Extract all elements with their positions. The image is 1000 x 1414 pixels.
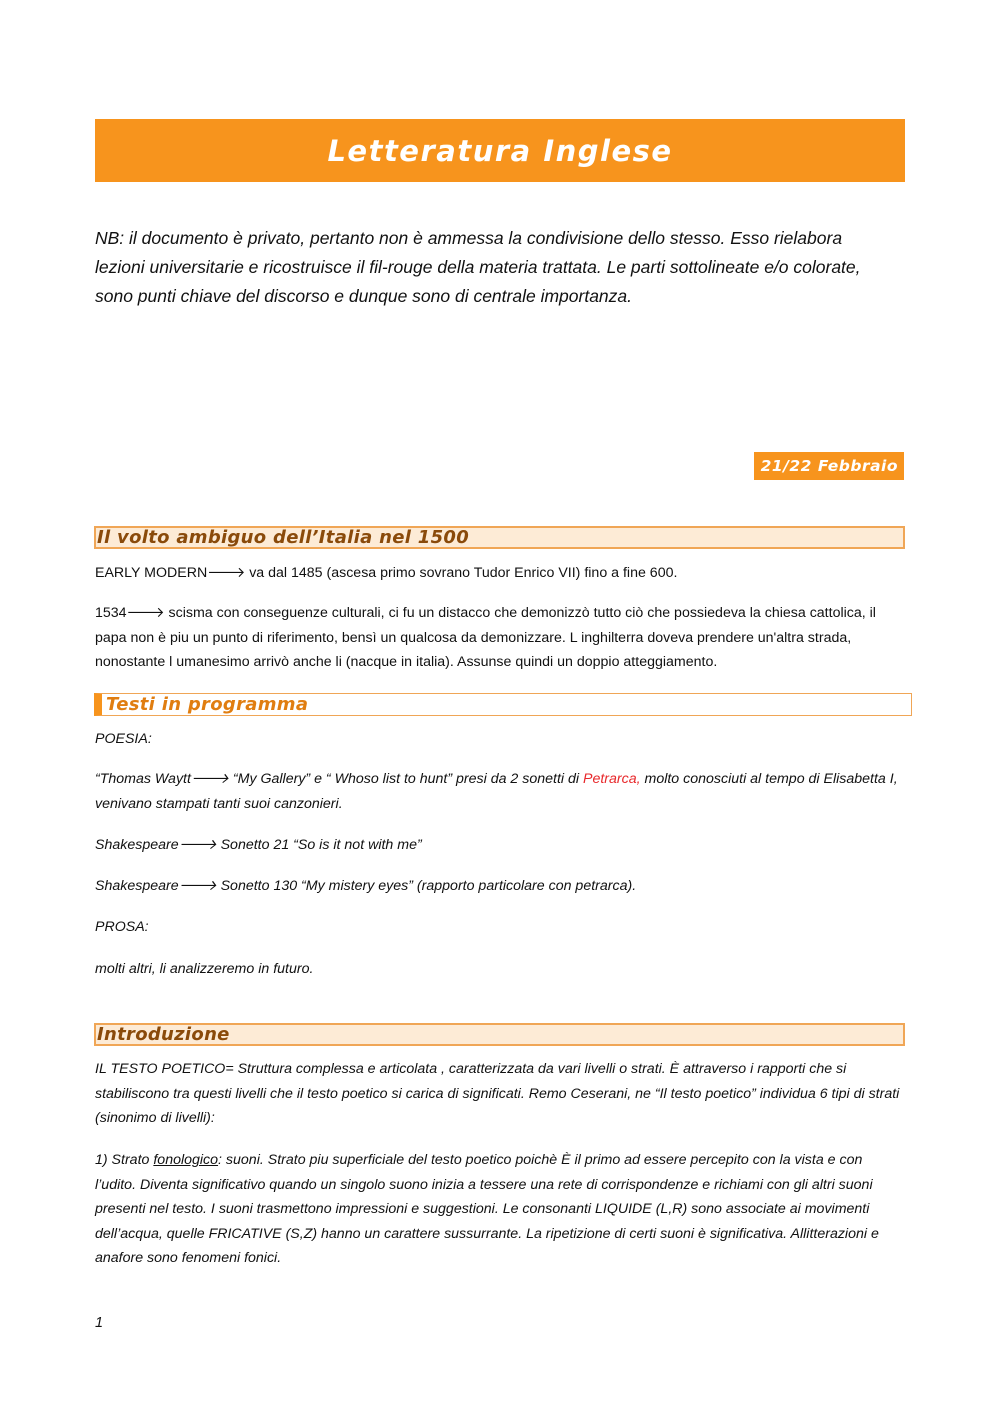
paragraph-sonetto-130: Shakespeare🡒 Sonetto 130 “My mistery eyes” (rapporto particolare con petrarca). bbox=[95, 878, 637, 894]
highlight-petrarca: Petrarca, bbox=[583, 771, 641, 787]
section-heading-italia bbox=[94, 526, 905, 549]
label-poesia: POESIA: bbox=[95, 731, 152, 747]
document-title: Letteratura Inglese bbox=[327, 133, 673, 168]
paragraph-testo-poetico: IL TESTO POETICO= Struttura complessa e articolata , caratterizzata da vari livelli o strati. È attraverso i rapporti che si stabiliscono tra questi livelli che il testo poetico si carica di significati. Remo Ceserani, ne “Il testo poetico” individua 6 tipi di strati (sinonimo di livelli): bbox=[95, 1061, 900, 1126]
label-prosa: PROSA: bbox=[95, 919, 149, 935]
date-badge bbox=[754, 452, 904, 480]
privacy-note: NB: il documento è privato, pertanto non è ammessa la condivisione dello stesso. Esso rielabora lezioni universitarie e ricostruisce il fil-rouge della materia trattata. Le parti sottolineate e/o colorate, sono punti chiave del discorso e dunque sono di centrale importanza. bbox=[95, 228, 861, 306]
section-heading-text: Il volto ambiguo dell’Italia nel 1500 bbox=[97, 527, 470, 548]
text-span: 1) Strato bbox=[95, 1152, 154, 1168]
text-span: “Thomas Waytt🡒 “My Gallery” e “ Whoso list to hunt” presi da 2 sonetti di bbox=[95, 771, 583, 787]
paragraph-altri: molti altri, li analizzeremo in futuro. bbox=[95, 961, 314, 977]
text-span: molto conosciuti al tempo di Elisabetta I, venivano stampati tanti suoi canzonieri. bbox=[95, 771, 898, 812]
page-number: 1 bbox=[95, 1315, 104, 1331]
section-heading-text: Testi in programma bbox=[106, 694, 309, 715]
text-span: : suoni. Strato piu superficiale del testo poetico poichè È il primo ad essere percepito con la vista e con l’udito. Diventa significativo quando un singolo suono inizia a tessere una rete di corrispondenze e richiami con gli altri suoni presenti nel testo. I suoni trasmettono impressioni e suggestioni. Le consonanti LIQUIDE (L,R) sono associate ai movimenti dell’acqua, quelle FRICATIVE (S,Z) hanno un carattere sussurrante. La ripetizione di certi suoni è significativa. Allitterazioni e anafore sono fenomeni fonici. bbox=[95, 1152, 879, 1266]
paragraph-wyatt bbox=[95, 767, 905, 816]
paragraph-sonetto-21: Shakespeare🡒 Sonetto 21 “So is it not with me” bbox=[95, 837, 422, 853]
section-heading-introduzione bbox=[94, 1023, 905, 1046]
title-banner bbox=[95, 119, 905, 182]
section-heading-text: Introduzione bbox=[97, 1024, 230, 1045]
paragraph-early-modern: EARLY MODERN🡒 va dal 1485 (ascesa primo sovrano Tudor Enrico VII) fino a fine 600. bbox=[95, 565, 678, 581]
section-heading-testi bbox=[94, 693, 912, 716]
paragraph-strato-fonologico bbox=[95, 1148, 905, 1271]
paragraph-scisma: 1534🡒 scisma con conseguenze culturali, ci fu un distacco che demonizzò tutto ciò che possiedeva la chiesa cattolica, il papa non è piu un punto di riferimento, bensì un qualcosa da demonizzare. L inghilterra doveva prendere un'altra strada, nonostante l umanesimo arrivò anche li (nacque in italia). Assunse quindi un doppio atteggiamento. bbox=[95, 605, 876, 670]
underlined-fonologico: fonologico bbox=[153, 1152, 219, 1168]
date-text: 21/22 Febbraio bbox=[760, 457, 898, 475]
